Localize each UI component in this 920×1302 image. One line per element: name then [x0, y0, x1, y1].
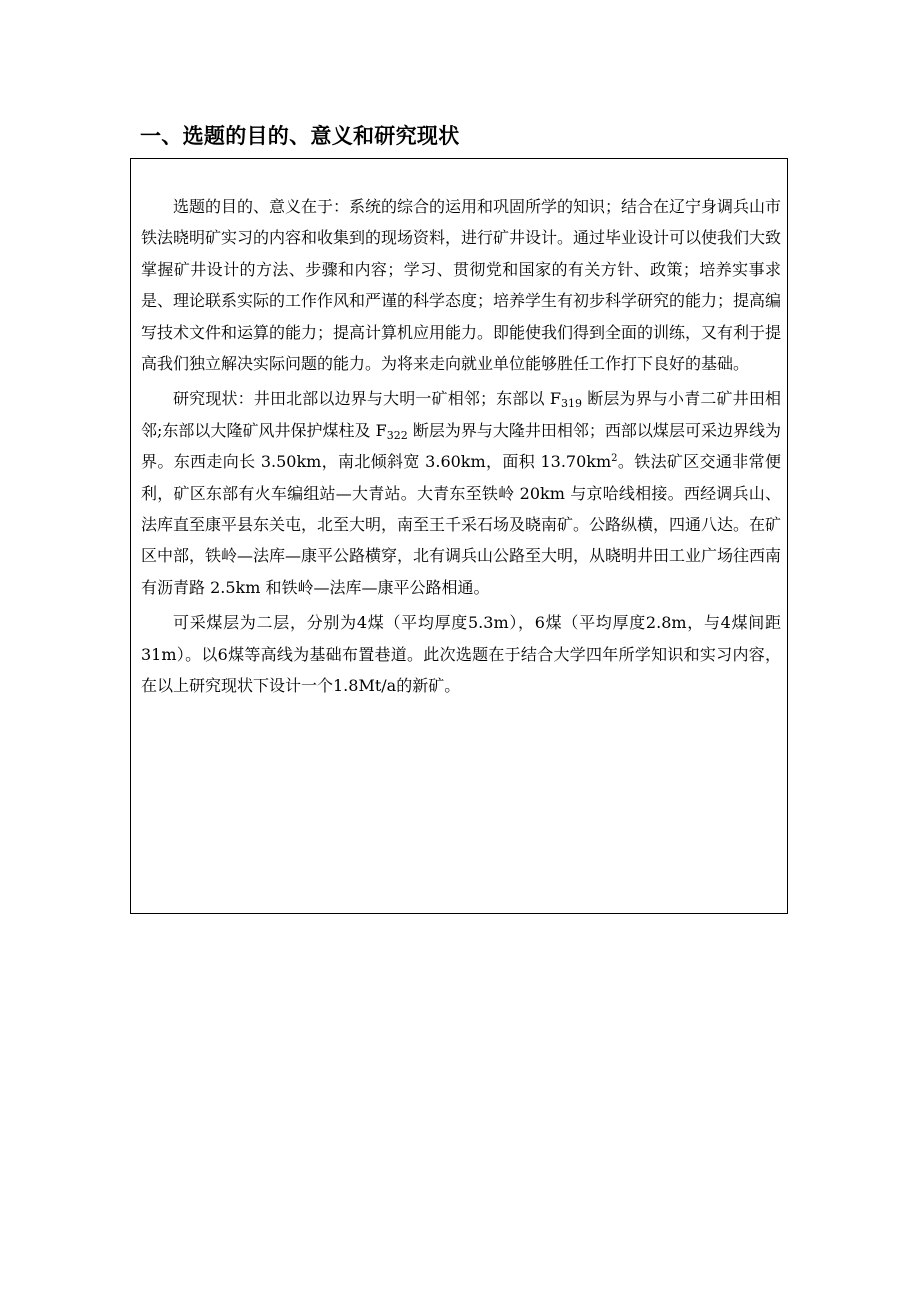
content-body: [141, 191, 781, 706]
status-text-4: 。铁法矿区交通非常便利，矿区东部有火车编组站—大青站。大青东至铁岭 20km 与京哈线相接。西经调兵山、法库直至康平县东关屯，北至大明，南至王千采石场及晓南矿。公路纵横，四通八达。在矿区中部，铁岭—法库—康平公路横穿，北有调兵山公路至大明，从晓明井田工业广场往西南有沥青路 2.5km 和铁岭—法库—康平公路相通。: [141, 452, 782, 597]
fault-number-1: 319: [561, 397, 582, 411]
paragraph-coal-seams: 可采煤层为二层，分别为4煤（平均厚度5.3m），6煤（平均厚度2.8m，与4煤间距31m）。以6煤等高线为基础布置巷道。此次选题在于结合大学四年所学知识和实习内容，在以上研究现状下设计一个1.8Mt/a的新矿。: [141, 613, 781, 696]
section-heading: 一、选题的目的、意义和研究现状: [140, 124, 460, 148]
status-text-2: 断层为界与小青二矿井田相邻;东部以大隆矿风井保护煤柱及 F: [141, 389, 781, 440]
paragraph-research-status: [141, 383, 781, 603]
paragraph-purpose: 选题的目的、意义在于：系统的综合的运用和巩固所学的知识；结合在辽宁身调兵山市铁法晓明矿实习的内容和收集到的现场资料，进行矿井设计。通过毕业设计可以使我们大致掌握矿井设计的方法、步骤和内容；学习、贯彻党和国家的有关方针、政策；培养实事求是、理论联系实际的工作作风和严谨的科学态度；培养学生有初步科学研究的能力；提高编写技术文件和运算的能力；提高计算机应用能力。即能使我们得到全面的训练，又有利于提高我们独立解决实际问题的能力。为将来走向就业单位能够胜任工作打下良好的基础。: [141, 197, 782, 374]
content-box: [130, 158, 788, 914]
fault-number-2: 322: [386, 428, 408, 442]
status-text-1: 研究现状：井田北部以边界与大明一矿相邻；东部以 F: [173, 389, 561, 409]
area-unit-exponent: 2: [611, 453, 618, 465]
status-text-3: 断层为界与大隆井田相邻；西部以煤层可采边界线为界。东西走向长 3.50km，南北倾斜宽 3.60km，面积 13.70km: [141, 420, 781, 472]
